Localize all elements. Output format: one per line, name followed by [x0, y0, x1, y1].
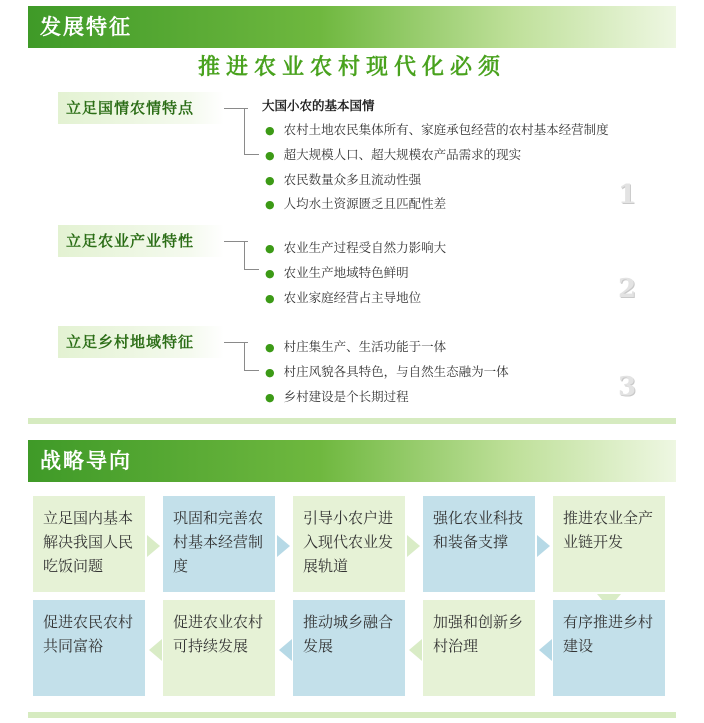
arrow-right-icon	[537, 535, 550, 557]
strategy-box: 立足国内基本解决我国人民吃饭问题	[33, 496, 145, 592]
bullet-dot-icon: ●	[265, 242, 275, 255]
connector-bracket	[244, 108, 259, 155]
arrow-right-icon	[277, 535, 290, 557]
strategy-box: 促进农业农村可持续发展	[163, 600, 275, 696]
group-number: 2	[618, 274, 637, 304]
bullet-dot-icon: ●	[265, 292, 275, 305]
section-divider	[28, 712, 676, 718]
category-rural-region: 立足乡村地域特征	[58, 326, 224, 358]
connector-bracket	[244, 342, 259, 371]
list-item: ● 人均水土资源匮乏且匹配性差	[265, 196, 447, 211]
group-number: 1	[618, 180, 637, 210]
arrow-left-icon	[409, 639, 422, 661]
strategy-box: 加强和创新乡村治理	[423, 600, 535, 696]
bullet-dot-icon: ●	[265, 391, 275, 404]
bullet-dot-icon: ●	[265, 267, 275, 280]
list-item: ● 超大规模人口、超大规模农产品需求的现实	[265, 147, 522, 162]
section-banner-features	[28, 6, 676, 48]
strategy-box: 引导小农户进入现代农业发展轨道	[293, 496, 405, 592]
bullet-dot-icon: ●	[265, 341, 275, 354]
section-subtitle: 推进农业农村现代化必须	[197, 54, 506, 80]
list-item: ● 农业家庭经营占主导地位	[265, 290, 422, 305]
section-title: 战略导向	[40, 449, 132, 473]
bullet-dot-icon: ●	[265, 198, 275, 211]
list-item: ● 村庄风貌各具特色，与自然生态融为一体	[265, 364, 509, 379]
bullet-dot-icon: ●	[265, 124, 275, 137]
strategy-box: 推进农业全产业链开发	[553, 496, 665, 592]
strategy-box: 巩固和完善农村基本经营制度	[163, 496, 275, 592]
arrow-left-icon	[149, 639, 162, 661]
list-item: ● 农业生产过程受自然力影响大	[265, 240, 447, 255]
section-title: 发展特征	[40, 15, 132, 39]
list-item: ● 农村土地农民集体所有、家庭承包经营的农村基本经营制度	[265, 122, 609, 137]
list-item: ● 农业生产地域特色鲜明	[265, 265, 409, 280]
bullet-dot-icon: ●	[265, 149, 275, 162]
category-agricultural-industry: 立足农业产业特性	[58, 225, 224, 257]
strategy-box: 强化农业科技和装备支撑	[423, 496, 535, 592]
section-banner-strategy	[28, 440, 676, 482]
list-item: ● 农民数量众多且流动性强	[265, 172, 422, 187]
arrow-left-icon	[539, 639, 552, 661]
strategy-box: 促进农民农村共同富裕	[33, 600, 145, 696]
group-heading: 大国小农的基本国情	[262, 98, 375, 113]
arrow-left-icon	[279, 639, 292, 661]
bullet-dot-icon: ●	[265, 174, 275, 187]
bullet-dot-icon: ●	[265, 366, 275, 379]
group-number: 3	[618, 372, 637, 402]
strategy-box: 推动城乡融合发展	[293, 600, 405, 696]
strategy-box: 有序推进乡村建设	[553, 600, 665, 696]
connector-bracket	[244, 241, 259, 270]
arrow-right-icon	[407, 535, 420, 557]
category-national-conditions: 立足国情农情特点	[58, 92, 224, 124]
list-item: ● 村庄集生产、生活功能于一体	[265, 339, 447, 354]
section-divider	[28, 418, 676, 424]
list-item: ● 乡村建设是个长期过程	[265, 389, 409, 404]
arrow-right-icon	[147, 535, 160, 557]
